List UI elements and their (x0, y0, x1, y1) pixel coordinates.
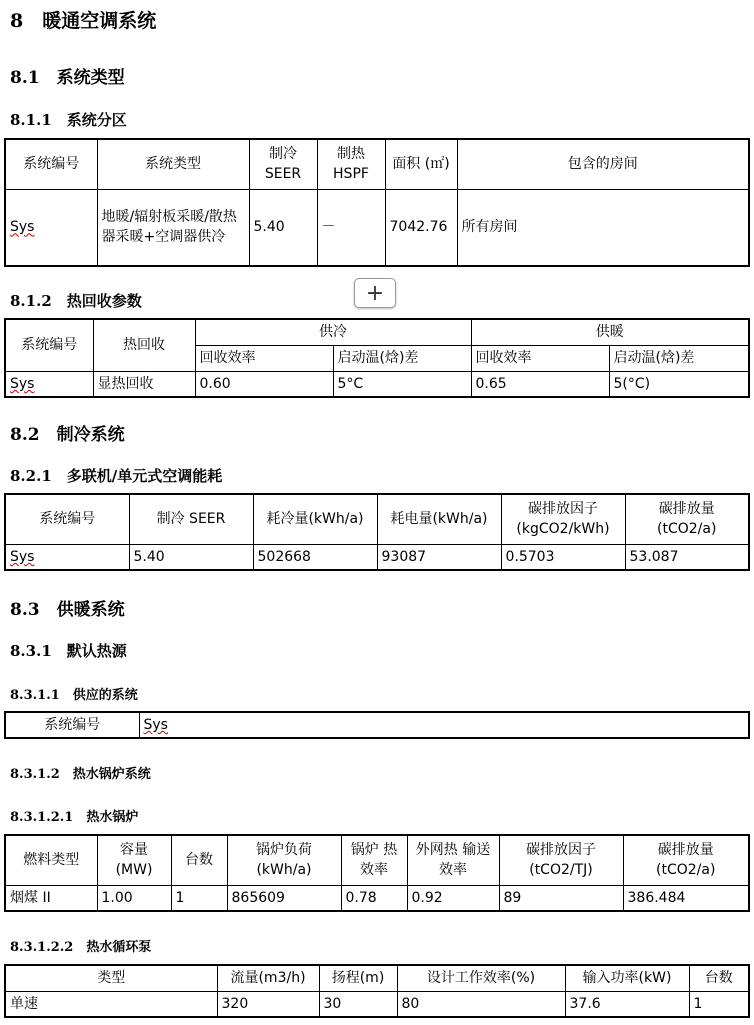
recovery-table (4, 318, 750, 398)
pump-table (4, 964, 750, 1018)
add-row-button[interactable]: + (354, 278, 396, 308)
recovery-cell-heat-efficiency: 0.65 (471, 371, 609, 397)
boiler-cell-efficiency: 0.78 (341, 885, 407, 911)
recovery-header-heat-efficiency: 回收效率 (471, 345, 609, 371)
pump-header-type: 类型 (5, 965, 217, 991)
table-row (5, 885, 749, 911)
heading-8-2: 8.2 制冷系统 (10, 425, 125, 445)
heading-8-3-1-2-1: 8.3.1.2.1 热水锅炉 (10, 810, 139, 825)
boiler-header-fuel: 燃料类型 (5, 835, 97, 885)
heading-8-3: 8.3 供暖系统 (10, 600, 125, 620)
zone-header-seer: 制冷 SEER (249, 139, 317, 189)
zone-header-hspf: 制热 HSPF (317, 139, 385, 189)
boiler-table (4, 834, 750, 912)
vrf-cell-cooling-load: 502668 (253, 544, 377, 570)
zone-cell-rooms: 所有房间 (457, 189, 749, 266)
boiler-header-network-efficiency: 外网热 输送效率 (407, 835, 499, 885)
zone-cell-system-id: Sys (5, 189, 97, 266)
table-row (5, 371, 749, 397)
zone-cell-seer: 5.40 (249, 189, 317, 266)
recovery-header-cool-efficiency: 回收效率 (195, 345, 333, 371)
heading-8-3-1-1: 8.3.1.1 供应的系统 (10, 688, 138, 703)
supply-table (4, 711, 750, 739)
vrf-energy-table (4, 493, 750, 571)
boiler-header-load: 锅炉负荷 (kWh/a) (227, 835, 341, 885)
vrf-cell-seer: 5.40 (129, 544, 253, 570)
recovery-header-heat-start-diff: 启动温(焓)差 (609, 345, 749, 371)
vrf-header-system-id: 系统编号 (5, 494, 129, 544)
vrf-cell-emission: 53.087 (625, 544, 749, 570)
boiler-cell-emission: 386.484 (623, 885, 749, 911)
boiler-cell-emission-factor: 89 (499, 885, 623, 911)
vrf-header-cooling-load: 耗冷量(kWh/a) (253, 494, 377, 544)
boiler-header-count: 台数 (171, 835, 227, 885)
vrf-header-seer: 制冷 SEER (129, 494, 253, 544)
table-row (5, 189, 749, 266)
vrf-header-emission: 碳排放量 (tCO2/a) (625, 494, 749, 544)
boiler-cell-fuel: 烟煤 II (5, 885, 97, 911)
recovery-cell-type: 显热回收 (93, 371, 195, 397)
heading-8-1: 8.1 系统类型 (10, 68, 125, 88)
recovery-cell-cool-start-diff: 5°C (333, 371, 471, 397)
heading-8-3-1-2: 8.3.1.2 热水锅炉系统 (10, 767, 151, 782)
boiler-header-capacity: 容量 (MW) (97, 835, 171, 885)
pump-header-count: 台数 (689, 965, 749, 991)
zone-header-system-type: 系统类型 (97, 139, 249, 189)
recovery-header-system-id: 系统编号 (5, 319, 93, 371)
recovery-header-type: 热回收 (93, 319, 195, 371)
zone-cell-area: 7042.76 (385, 189, 457, 266)
zone-table (4, 138, 750, 267)
pump-header-head: 扬程(m) (319, 965, 397, 991)
boiler-cell-count: 1 (171, 885, 227, 911)
boiler-cell-capacity: 1.00 (97, 885, 171, 911)
heading-8-1-2: 8.1.2 热回收参数 (10, 292, 142, 310)
boiler-header-emission: 碳排放量 (tCO2/a) (623, 835, 749, 885)
vrf-cell-emission-factor: 0.5703 (501, 544, 625, 570)
zone-cell-system-type: 地暖/辐射板采暖/散热器采暖+空调器供冷 (97, 189, 249, 266)
heading-8-1-1: 8.1.1 系统分区 (10, 111, 127, 129)
recovery-header-cooling: 供冷 (195, 319, 471, 345)
vrf-cell-electricity: 93087 (377, 544, 501, 570)
recovery-cell-heat-start-diff: 5(°C) (609, 371, 749, 397)
recovery-cell-cool-efficiency: 0.60 (195, 371, 333, 397)
heading-8-3-1: 8.3.1 默认热源 (10, 642, 127, 660)
zone-header-rooms: 包含的房间 (457, 139, 749, 189)
boiler-header-efficiency: 锅炉 热效率 (341, 835, 407, 885)
pump-cell-power: 37.6 (565, 991, 689, 1017)
pump-cell-head: 30 (319, 991, 397, 1017)
pump-cell-type: 单速 (5, 991, 217, 1017)
boiler-cell-load: 865609 (227, 885, 341, 911)
recovery-header-cool-start-diff: 启动温(焓)差 (333, 345, 471, 371)
pump-cell-efficiency: 80 (397, 991, 565, 1017)
pump-header-efficiency: 设计工作效率(%) (397, 965, 565, 991)
boiler-header-emission-factor: 碳排放因子 (tCO2/TJ) (499, 835, 623, 885)
zone-cell-hspf: － (317, 189, 385, 266)
heading-8-2-1: 8.2.1 多联机/单元式空调能耗 (10, 467, 223, 485)
table-row (5, 544, 749, 570)
pump-cell-flow: 320 (217, 991, 319, 1017)
recovery-header-heating: 供暖 (471, 319, 749, 345)
vrf-cell-system-id: Sys (5, 544, 129, 570)
pump-header-flow: 流量(m3/h) (217, 965, 319, 991)
supply-cell-value: Sys (139, 712, 749, 738)
heading-8-3-1-2-2: 8.3.1.2.2 热水循环泵 (10, 940, 152, 955)
recovery-cell-system-id: Sys (5, 371, 93, 397)
zone-header-system-id: 系统编号 (5, 139, 97, 189)
vrf-header-electricity: 耗电量(kWh/a) (377, 494, 501, 544)
vrf-header-emission-factor: 碳排放因子 (kgCO2/kWh) (501, 494, 625, 544)
pump-header-power: 输入功率(kW) (565, 965, 689, 991)
pump-cell-count: 1 (689, 991, 749, 1017)
supply-cell-label: 系统编号 (5, 712, 139, 738)
table-row (5, 991, 749, 1017)
table-row (5, 712, 749, 738)
boiler-cell-network-efficiency: 0.92 (407, 885, 499, 911)
zone-header-area: 面积 (㎡) (385, 139, 457, 189)
heading-8: 8 暖通空调系统 (10, 10, 157, 32)
